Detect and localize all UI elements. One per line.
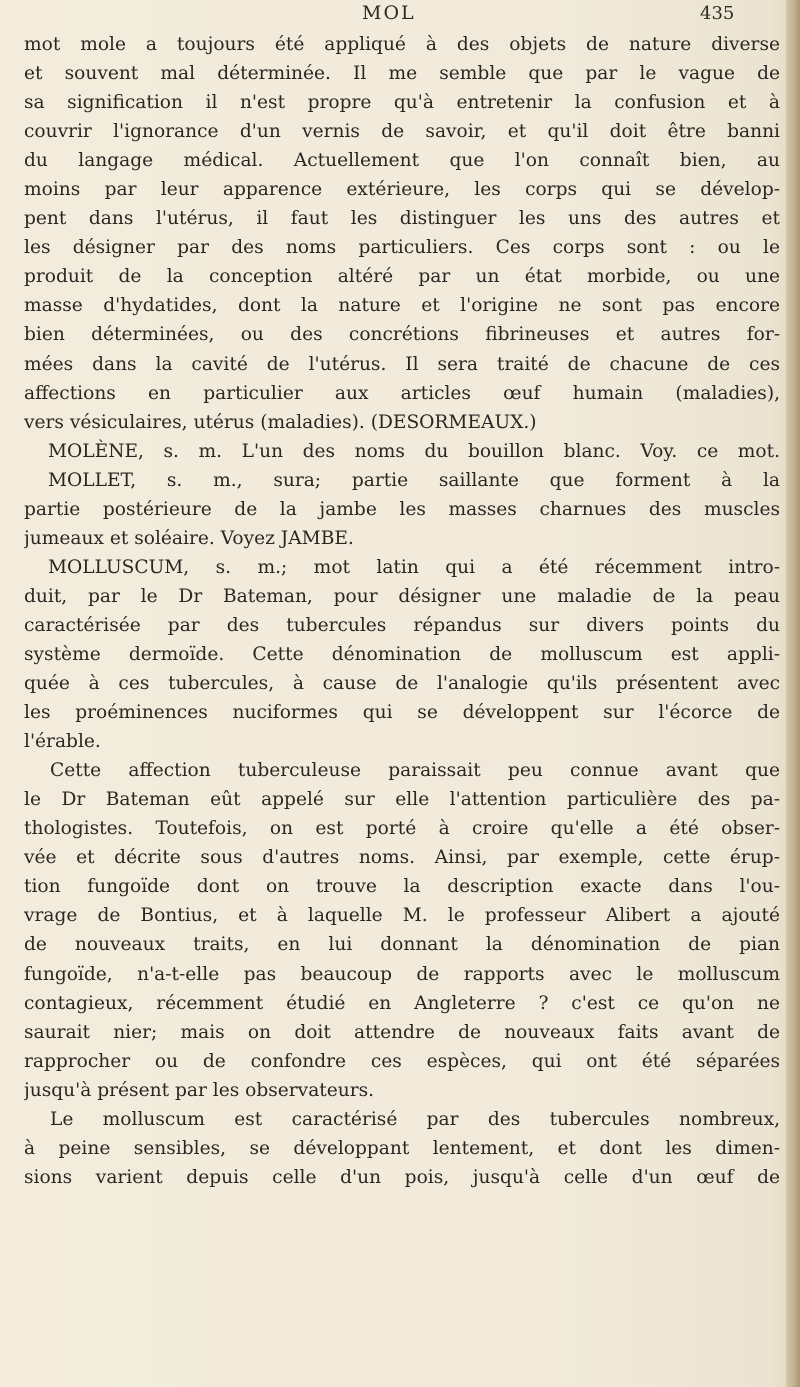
text-line: thologistes. Toutefois, on est porté à croire qu'elle a été obser- [24,818,780,840]
text-line: masse d'hydatides, dont la nature et l'origine ne sont pas encore [24,295,780,317]
page-header [0,2,800,32]
entry-molene: MOLÈNE, s. m. L'un des noms du bouillon blanc. Voy. ce mot. [48,440,780,462]
text-line: vrage de Bontius, et à laquelle M. le professeur Alibert a ajouté [24,905,780,927]
text-line: partie postérieure de la jambe les masses charnues des muscles [24,498,780,520]
text-line: rapprocher ou de confondre ces espèces, qui ont été séparées [24,1050,780,1072]
text-line: pent dans l'utérus, il faut les distinguer les uns des autres et [24,208,780,230]
text-line: bien déterminées, ou des concrétions fibrineuses et autres for- [24,324,780,346]
body-text [24,30,780,1192]
text-line: le Dr Bateman eût appelé sur elle l'attention particulière des pa- [24,789,780,811]
text-line: produit de la conception altéré par un état morbide, ou une [24,266,780,288]
text-line: duit, par le Dr Bateman, pour désigner une maladie de la peau [24,585,780,607]
text-line: jumeaux et soléaire. Voyez JAMBE. [24,527,354,549]
entry-mollet: MOLLET, s. m., sura; partie saillante que forment à la [48,469,780,491]
text-line: sions varient depuis celle d'un pois, jusqu'à celle d'un œuf de [24,1166,780,1188]
text-line: mées dans la cavité de l'utérus. Il sera traité de chacune de ces [24,353,780,375]
text-line: quée à ces tubercules, à cause de l'analogie qu'ils présentent avec [24,673,780,695]
text-line: caractérisée par des tubercules répandus sur divers points du [24,614,780,636]
text-line: les désigner par des noms particuliers. Ces corps sont : ou le [24,237,780,259]
text-line: les proéminences nuciformes qui se développent sur l'écorce de [24,702,780,724]
text-line: mot mole a toujours été appliqué à des objets de nature diverse [24,34,780,55]
running-head: MOL [362,2,416,24]
text-line: jusqu'à présent par les observateurs. [24,1079,375,1101]
text-line: du langage médical. Actuellement que l'on connaît bien, au [24,150,780,172]
text-line: affections en particulier aux articles œuf humain (maladies), [24,382,780,404]
text-line: et souvent mal déterminée. Il me semble que par le vague de [24,63,780,85]
text-line: système dermoïde. Cette dénomination de molluscum est appli- [24,643,780,665]
text-line: l'érable. [24,731,101,753]
text-line: fungoïde, n'a-t-elle pas beaucoup de rapports avec le molluscum [24,963,780,985]
text-line: à peine sensibles, se développant lentement, et dont les dimen- [24,1137,780,1159]
book-gutter [786,0,800,1387]
paragraph-start: Le molluscum est caractérisé par des tubercules nombreux, [50,1108,780,1130]
entry-molluscum: MOLLUSCUM, s. m.; mot latin qui a été récemment intro- [48,556,780,578]
text-line: saurait nier; mais on doit attendre de nouveaux faits avant de [24,1021,780,1043]
text-line: vers vésiculaires, utérus (maladies). (DESORMEAUX.) [24,411,537,433]
paragraph-start: Cette affection tuberculeuse paraissait peu connue avant que [50,760,780,782]
text-line: tion fungoïde dont on trouve la description exacte dans l'ou- [24,876,780,898]
text-line: moins par leur apparence extérieure, les corps qui se dévelop- [24,179,780,201]
text-line: de nouveaux traits, en lui donnant la dénomination de pian [24,934,780,956]
text-line: sa signification il n'est propre qu'à entretenir la confusion et à [24,92,780,114]
page-number: 435 [700,3,735,24]
text-line: vée et décrite sous d'autres noms. Ainsi, par exemple, cette érup- [24,847,780,869]
text-line: contagieux, récemment étudié en Angleterre ? c'est ce qu'on ne [24,992,780,1014]
text-line: couvrir l'ignorance d'un vernis de savoir, et qu'il doit être banni [24,121,780,143]
